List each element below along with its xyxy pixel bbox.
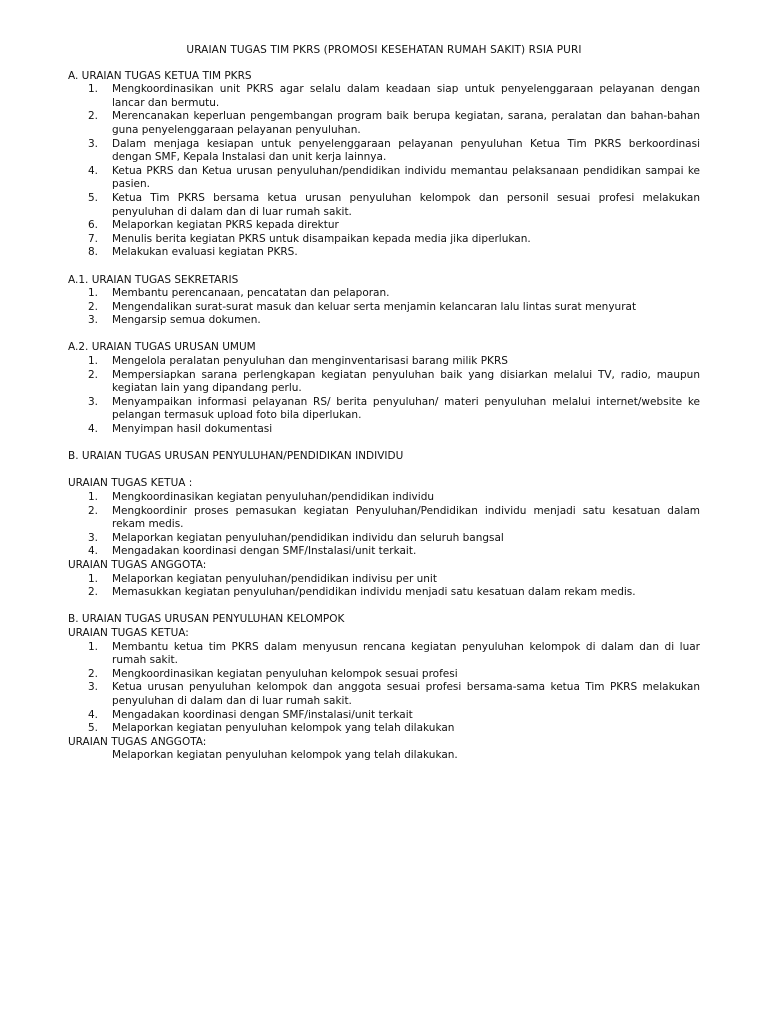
- list-item: 5. Ketua Tim PKRS bersama ketua urusan penyuluhan kelompok dan personil sesuai profesi melakukan penyuluhan di dalam dan di luar rumah sakit.: [88, 191, 700, 218]
- list-item: 8. Melakukan evaluasi kegiatan PKRS.: [88, 246, 298, 259]
- list-item: 3. Dalam menjaga kesiapan untuk penyelenggaraan pelayanan penyuluhan Ketua Tim PKRS berkoordinasi dengan SMF, Kepala Instalasi dan unit kerja lainnya.: [88, 137, 700, 164]
- section-b1-heading: B. URAIAN TUGAS URUSAN PENYULUHAN/PENDIDIKAN INDIVIDU: [68, 450, 404, 463]
- section-a1-heading: A.1. URAIAN TUGAS SEKRETARIS: [68, 273, 239, 286]
- list-item: 2. Merencanakan keperluan pengembangan program baik berupa kegiatan, sarana, peralatan dan bahan-bahan guna penyelenggaraan pelayanan penyuluhan.: [88, 110, 700, 136]
- list-item: 4. Mengadakan koordinasi dengan SMF/Instalasi/unit terkait.: [88, 545, 417, 558]
- list-item: 5. Melaporkan kegiatan penyuluhan kelompok yang telah dilakukan: [88, 722, 455, 735]
- list-item: 2. Mengkoordinir proses pemasukan kegiatan Penyuluhan/Pendidikan individu menjadi satu kesatuan dalam rekam medis.: [88, 504, 700, 531]
- section-a-heading: A. URAIAN TUGAS KETUA TIM PKRS: [68, 69, 252, 82]
- section-b2-anggota-heading: URAIAN TUGAS ANGGOTA:: [68, 735, 207, 748]
- spacer: [68, 464, 700, 478]
- list-item: 1. Mengelola peralatan penyuluhan dan menginventarisasi barang milik PKRS: [88, 355, 508, 368]
- section-b1-ketua-list: [68, 491, 700, 559]
- spacer: [68, 600, 700, 614]
- section-b2-anggota-text: Melaporkan kegiatan penyuluhan kelompok yang telah dilakukan.: [112, 749, 458, 762]
- list-item: 1. Melaporkan kegiatan penyuluhan/pendidikan indivisu per unit: [88, 572, 437, 585]
- list-item: 1. Mengkoordinasikan unit PKRS agar selalu dalam keadaan siap untuk penyelenggaraan pelayanan dengan lancar dan bermutu.: [88, 83, 700, 109]
- section-b1-anggota-heading: URAIAN TUGAS ANGGOTA:: [68, 558, 207, 571]
- list-item: 1. Mengkoordinasikan kegiatan penyuluhan/pendidikan individu: [88, 491, 435, 503]
- list-item: 6. Melaporkan kegiatan PKRS kepada direktur: [88, 219, 339, 232]
- list-item: 3. Mengarsip semua dokumen.: [88, 314, 261, 327]
- list-item: 2. Mengendalikan surat-surat masuk dan keluar serta menjamin kelancaran lalu lintas surat menyurat: [88, 300, 637, 313]
- section-b2-ketua-heading: URAIAN TUGAS KETUA:: [68, 626, 189, 639]
- list-item: 3. Ketua urusan penyuluhan kelompok dan anggota sesuai profesi bersama-sama ketua Tim PKRS melakukan penyuluhan di dalam dan di luar rumah sakit.: [88, 681, 700, 707]
- list-item: 2. Memasukkan kegiatan penyuluhan/pendidikan individu menjadi satu kesatuan dalam rekam medis.: [88, 586, 636, 599]
- spacer: [68, 437, 700, 451]
- document-title: URAIAN TUGAS TIM PKRS (PROMOSI KESEHATAN RUMAH SAKIT) RSIA PURI: [186, 44, 582, 56]
- section-a2-list: [68, 355, 700, 437]
- section-a2-heading: A.2. URAIAN TUGAS URUSAN UMUM: [68, 341, 256, 354]
- section-a1-list: [68, 287, 700, 328]
- list-item: 2. Mempersiapkan sarana perlengkapan kegiatan penyuluhan baik yang disiarkan melalui TV, radio, maupun kegiatan lain yang dipandang perlu.: [88, 368, 700, 395]
- list-item: 7. Menulis berita kegiatan PKRS untuk disampaikan kepada media jika diperlukan.: [88, 232, 531, 245]
- list-item: 2. Mengkoordinasikan kegiatan penyuluhan kelompok sesuai profesi: [88, 667, 458, 680]
- section-a-list: [68, 83, 700, 260]
- list-item: 3. Menyampaikan informasi pelayanan RS/ berita penyuluhan/ materi penyuluhan melalui internet/website ke pelangan termasuk upload foto bila diperlukan.: [88, 395, 700, 422]
- spacer: [68, 328, 700, 342]
- list-item: 4. Menyimpan hasil dokumentasi: [88, 423, 273, 436]
- section-b1-ketua-heading: URAIAN TUGAS KETUA :: [68, 477, 193, 490]
- list-item: 4. Mengadakan koordinasi dengan SMF/instalasi/unit terkait: [88, 708, 413, 721]
- list-item: 1. Membantu ketua tim PKRS dalam menyusun rencana kegiatan penyuluhan kelompok di dalam dan di luar rumah sakit.: [88, 640, 700, 667]
- section-b2-ketua-list: [68, 641, 700, 736]
- section-b2-heading: B. URAIAN TUGAS URUSAN PENYULUHAN KELOMPOK: [68, 613, 345, 626]
- list-item: 4. Ketua PKRS dan Ketua urusan penyuluhan/pendidikan individu memantau pelaksanaan pendidikan sampai ke pasien.: [88, 164, 700, 191]
- list-item: 1. Membantu perencanaan, pencatatan dan pelaporan.: [88, 287, 390, 300]
- list-item: 3. Melaporkan kegiatan penyuluhan/pendidikan individu dan seluruh bangsal: [88, 531, 504, 544]
- spacer: [68, 260, 700, 274]
- section-b1-anggota-list: [68, 573, 700, 600]
